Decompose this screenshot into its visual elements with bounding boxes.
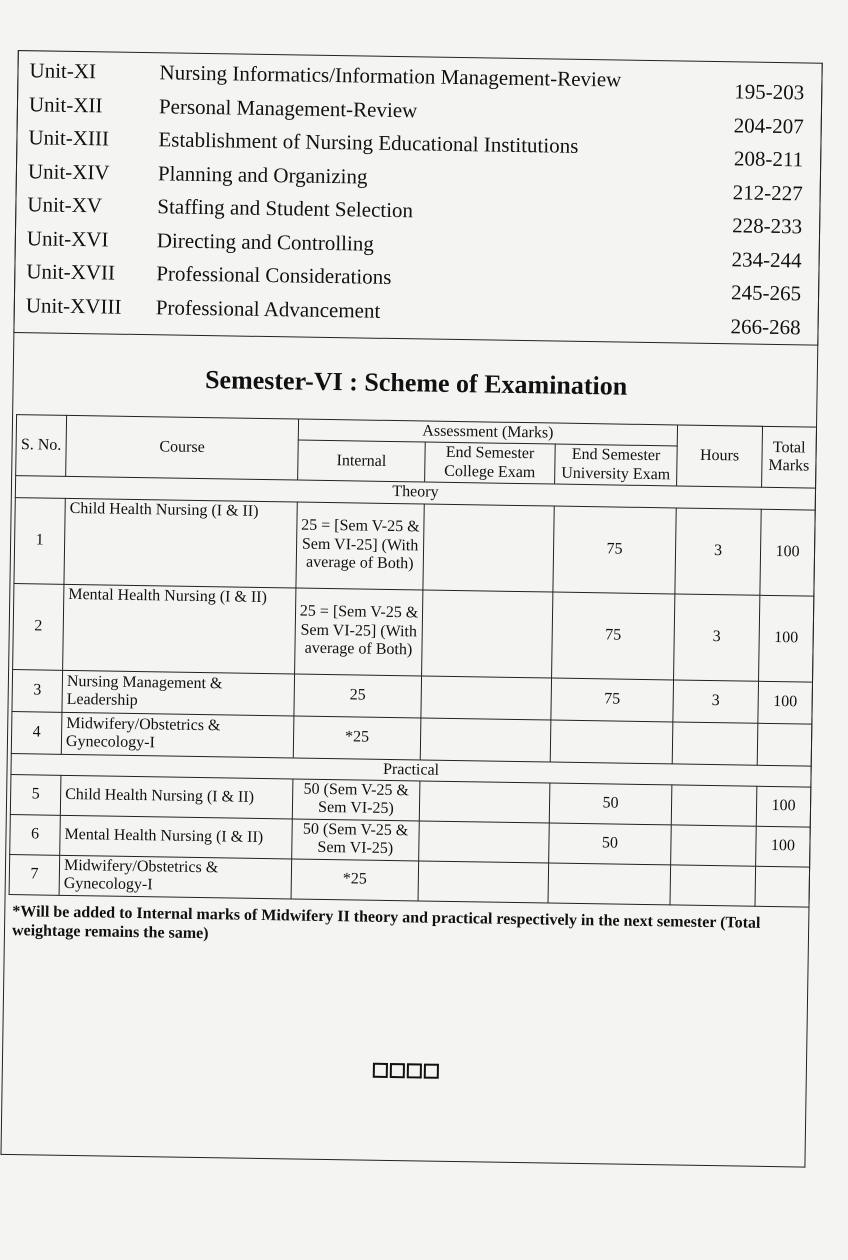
toc-unit-label: Unit-XVIII: [25, 292, 122, 319]
header-university-exam: End Semester University Exam: [555, 444, 678, 486]
total-cell: [757, 723, 812, 766]
university-exam-cell: [548, 863, 671, 905]
hours-cell: [671, 825, 757, 866]
university-exam-cell: 75: [551, 678, 674, 722]
contents-list: [26, 58, 805, 338]
hours-cell: [670, 865, 756, 906]
table-row: [14, 497, 815, 596]
internal-cell: 25: [294, 674, 422, 718]
toc-title-label: Staffing and Student Selection: [157, 194, 414, 223]
header-sno: S. No.: [16, 415, 67, 477]
total-cell: 100: [756, 786, 811, 827]
header-college-exam: End Semester College Exam: [425, 442, 556, 484]
toc-title-label: Directing and Controlling: [156, 227, 375, 256]
university-exam-cell: 50: [549, 783, 672, 825]
toc-title-label: Professional Considerations: [156, 261, 392, 289]
internal-cell: *25: [291, 859, 419, 901]
toc-title-label: Establishment of Nursing Educational Institutions: [158, 127, 579, 158]
college-exam-cell: [421, 676, 552, 720]
header-course: Course: [66, 415, 299, 480]
sno-cell: 2: [13, 583, 64, 670]
toc-title-label: Professional Advancement: [155, 294, 381, 323]
hours-cell: [672, 721, 758, 764]
toc-title-label: Personal Management-Review: [158, 93, 418, 122]
internal-cell: 25 = [Sem V-25 & Sem VI-25] (With average of Both): [296, 502, 424, 590]
total-cell: 100: [758, 681, 813, 724]
end-mark-box: [389, 1063, 404, 1078]
course-cell: Mental Health Nursing (I & II): [63, 584, 296, 674]
hours-cell: [671, 785, 757, 826]
university-exam-cell: 75: [552, 592, 675, 680]
internal-cell: 50 (Sem V-25 & Sem VI-25): [292, 779, 420, 821]
total-cell: 100: [760, 509, 815, 596]
practical-section-label: Practical: [11, 753, 811, 787]
toc-unit-label: Unit-XVI: [26, 225, 109, 252]
total-cell: 100: [759, 595, 814, 682]
course-cell: Midwifery/Obstetrics & Gynecology-I: [61, 712, 294, 758]
internal-cell: 25 = [Sem V-25 & Sem VI-25] (With average of Both): [295, 588, 423, 676]
university-exam-cell: 50: [549, 823, 672, 865]
total-cell: 100: [756, 826, 811, 867]
toc-pages-label: 204-207: [733, 112, 804, 138]
sno-cell: 7: [9, 854, 60, 895]
toc-unit-label: Unit-XIII: [28, 125, 110, 151]
course-cell: Child Health Nursing (I & II): [64, 498, 297, 588]
internal-cell: 50 (Sem V-25 & Sem VI-25): [292, 819, 420, 861]
toc-title-label: Planning and Organizing: [157, 160, 368, 189]
toc-pages-label: 208-211: [733, 146, 804, 172]
header-assessment: Assessment (Marks): [298, 419, 677, 446]
sno-cell: 5: [10, 774, 61, 815]
toc-unit-label: Unit-XIV: [27, 158, 110, 185]
university-exam-cell: 75: [553, 506, 676, 594]
end-mark-box: [372, 1063, 387, 1078]
end-mark-box: [423, 1064, 438, 1079]
header-internal: Internal: [298, 440, 426, 482]
toc-title-label: Nursing Informatics/Information Management-Review: [159, 60, 622, 92]
toc-pages-label: 234-244: [731, 246, 802, 272]
course-cell: Mental Health Nursing (I & II): [60, 815, 293, 859]
section-title: Semester-VI : Scheme of Examination: [204, 365, 628, 401]
toc-unit-label: Unit-XV: [27, 192, 103, 218]
sno-cell: 6: [10, 814, 61, 855]
sno-cell: 3: [12, 669, 63, 712]
footnote: *Will be added to Internal marks of Midwifery II theory and practical respectively in the next semester (Total weightage remains the same): [11, 903, 761, 943]
toc-pages-label: 195-203: [734, 79, 805, 105]
toc-pages-label: 228-233: [731, 213, 803, 239]
internal-cell: *25: [293, 716, 421, 760]
course-cell: Midwifery/Obstetrics & Gynecology-I: [59, 855, 292, 898]
sno-cell: 4: [11, 711, 62, 754]
header-hours: Hours: [677, 425, 763, 487]
document-page: [0, 40, 829, 1183]
table-row: [13, 583, 814, 682]
hours-cell: 3: [675, 508, 761, 595]
header-total: Total Marks: [762, 426, 817, 488]
sno-cell: 1: [14, 497, 65, 584]
hours-cell: 3: [674, 594, 760, 681]
college-exam-cell: [419, 821, 550, 863]
course-cell: Nursing Management & Leadership: [62, 670, 295, 716]
toc-unit-label: Unit-XI: [29, 58, 97, 84]
toc-unit-label: Unit-XVII: [26, 259, 116, 285]
toc-pages-label: 245-265: [730, 280, 802, 306]
hours-cell: 3: [673, 680, 759, 723]
toc-unit-label: Unit-XII: [28, 91, 103, 117]
exam-scheme-table: [9, 414, 817, 907]
toc-pages-label: 212-227: [732, 179, 803, 205]
theory-section-label: Theory: [15, 476, 815, 510]
college-exam-cell: [423, 504, 554, 592]
college-exam-cell: [418, 861, 549, 903]
college-exam-cell: [422, 590, 553, 678]
college-exam-cell: [420, 718, 551, 762]
college-exam-cell: [419, 781, 550, 823]
end-mark-box: [406, 1063, 421, 1078]
total-cell: [755, 866, 810, 907]
university-exam-cell: [550, 720, 673, 764]
course-cell: Child Health Nursing (I & II): [60, 775, 293, 819]
toc-pages-label: 266-268: [730, 313, 801, 339]
